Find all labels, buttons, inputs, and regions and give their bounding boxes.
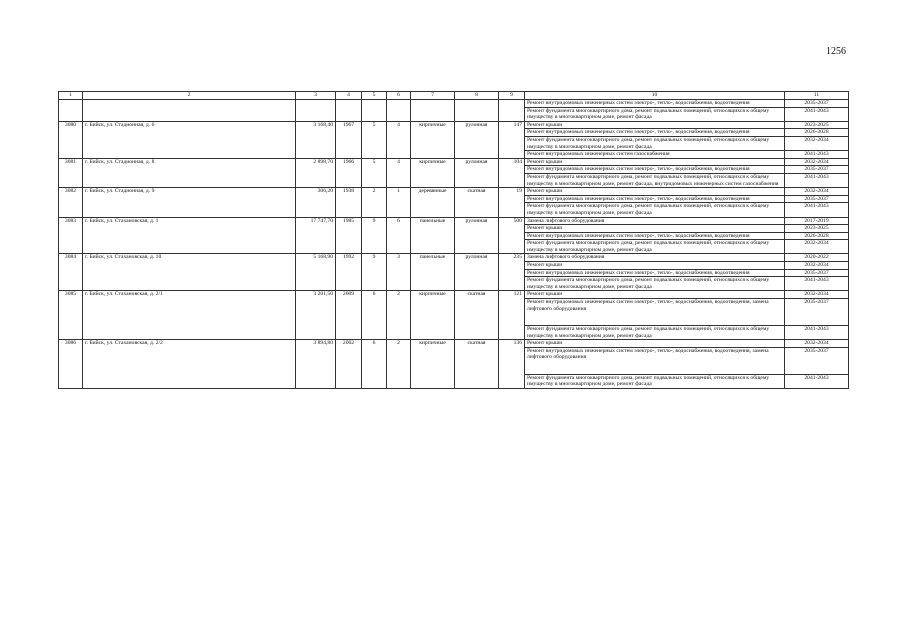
table-row [59,188,849,196]
table-row [59,254,849,262]
total-area: 3 201,50 [296,291,336,340]
work-type: Ремонт фундамента многоквартирного дома, ремонт подвальных помещений, относящихся к общему имуществу в многоквартирном доме, ремонт фасада [525,240,785,254]
house-number: 3083 [59,217,83,254]
floors: 9 [362,217,387,254]
column-9-value: 147 [499,121,525,158]
address: г. Бийск, ул. Стахановская, д. 2/1 [83,291,296,340]
column-number: 2 [83,92,296,100]
work-period: 2023-2025 [785,121,849,129]
work-period: 2032-2034 [785,240,849,254]
column-number: 9 [499,92,525,100]
work-period: 2041-2043 [785,277,849,291]
build-year: 1938 [336,188,362,217]
work-period: 2035-2037 [785,347,849,374]
work-type: Ремонт фундамента многоквартирного дома, ремонт подвальных помещений, относящихся к общему имуществу в многоквартирном доме, ремонт фасада [525,107,785,121]
column-number: 3 [296,92,336,100]
column-number: 7 [411,92,455,100]
build-year: 1992 [336,254,362,291]
roof-type: рулонная [455,217,499,254]
floors: 6 [362,340,387,389]
roof-type: рулонная [455,121,499,158]
total-area: 2 898,70 [296,158,336,187]
column-9-value: 500 [499,217,525,254]
work-period: 2032-2034 [785,158,849,166]
column-number: 6 [387,92,411,100]
table-row [59,291,849,299]
house-number: 3081 [59,158,83,187]
table-row [59,100,849,108]
work-type: Замена лифтового оборудования [525,217,785,225]
house-number: 3084 [59,254,83,291]
build-year: 1985 [336,217,362,254]
build-year [336,100,362,122]
work-type: Ремонт внутридомовых инженерных систем электро-, тепло-, водоснабжения, водоотведения [525,269,785,277]
work-period: 2035-2037 [785,299,849,326]
work-type: Ремонт крыши [525,291,785,299]
wall-material: кирпичные [411,158,455,187]
column-number: 1 [59,92,83,100]
column-9-value: 136 [499,340,525,389]
work-type: Ремонт крыши [525,121,785,129]
work-period: 2035-2037 [785,100,849,108]
floors: 5 [362,158,387,187]
work-period: 2026-2028 [785,232,849,240]
table-row [59,121,849,129]
work-period: 2041-2043 [785,203,849,217]
work-type: Ремонт крыши [525,225,785,233]
work-type: Ремонт внутридомовых инженерных систем газоснабжения [525,151,785,159]
work-type: Ремонт фундамента многоквартирного дома, ремонт подвальных помещений, относящихся к общему имуществу в многоквартирном доме, ремонт фасада, внутридомовых инженерных систем газоснабжения [525,173,785,187]
roof-type: рулонная [455,158,499,187]
floors: 2 [362,188,387,217]
column-number: 10 [525,92,785,100]
house-number: 3085 [59,291,83,340]
work-period: 2020-2022 [785,254,849,262]
wall-material: кирпичные [411,340,455,389]
work-type: Ремонт крыши [525,262,785,270]
column-9-value [499,100,525,122]
column-number: 5 [362,92,387,100]
entrances: 4 [387,158,411,187]
work-type: Ремонт крыши [525,158,785,166]
work-type: Ремонт фундамента многоквартирного дома, ремонт подвальных помещений, относящихся к общему имуществу в многоквартирном доме, ремонт фасада [525,277,785,291]
build-year: 2009 [336,291,362,340]
column-9-value: 121 [499,291,525,340]
column-number: 11 [785,92,849,100]
build-year: 2002 [336,340,362,389]
address: г. Бийск, ул. Стахановская, д. 10 [83,254,296,291]
page-number: 1256 [826,46,846,57]
total-area: 3 894,80 [296,340,336,389]
work-period: 2041-2043 [785,151,849,159]
work-type: Ремонт внутридомовых инженерных систем электро-, тепло-, водоснабжения, водоотведения [525,166,785,174]
table-row [59,217,849,225]
work-period: 2035-2037 [785,195,849,203]
roof-type: скатная [455,291,499,340]
house-number: 3080 [59,121,83,158]
table-row [59,340,849,348]
address: г. Бийск, ул. Стадионная, д. 9 [83,188,296,217]
work-type: Ремонт внутридомовых инженерных систем электро-, тепло-, водоснабжения, водоотведения, замена лифтового оборудования [525,347,785,374]
work-period: 2032-2034 [785,291,849,299]
entrances: 2 [387,291,411,340]
work-type: Замена лифтового оборудования [525,254,785,262]
work-period: 2026-2028 [785,129,849,137]
wall-material: панельные [411,254,455,291]
work-type: Ремонт фундамента многоквартирного дома, ремонт подвальных помещений, относящихся к общему имуществу в многоквартирном доме, ремонт фасада [525,326,785,340]
work-type: Ремонт фундамента многоквартирного дома, ремонт подвальных помещений, относящихся к общему имуществу в многоквартирном доме, ремонт фасада [525,203,785,217]
work-period: 2017-2019 [785,217,849,225]
total-area: 17 747,70 [296,217,336,254]
work-period: 2041-2043 [785,326,849,340]
work-period: 2032-2034 [785,262,849,270]
work-period: 2041-2043 [785,374,849,388]
work-type: Ремонт крыши [525,340,785,348]
address: г. Бийск, ул. Стадионная, д. 8 [83,158,296,187]
wall-material: кирпичные [411,121,455,158]
wall-material: деревянные [411,188,455,217]
work-period: 2041-2043 [785,107,849,121]
address: г. Бийск, ул. Стадионная, д. 6 [83,121,296,158]
build-year: 1967 [336,121,362,158]
house-number: 3082 [59,188,83,217]
floors: 6 [362,291,387,340]
build-year: 1966 [336,158,362,187]
work-period: 2032-2034 [785,188,849,196]
address: г. Бийск, ул. Стахановская, д. 2/2 [83,340,296,389]
address [83,100,296,122]
entrances: 3 [387,254,411,291]
column-number-row [59,92,849,100]
total-area [296,100,336,122]
work-type: Ремонт внутридомовых инженерных систем электро-, тепло-, водоснабжения, водоотведения [525,232,785,240]
column-9-value: 19 [499,188,525,217]
work-type: Ремонт фундамента многоквартирного дома, ремонт подвальных помещений, относящихся к общему имуществу в многоквартирном доме, ремонт фасада [525,136,785,150]
work-type: Ремонт крыши [525,188,785,196]
column-9-value: 235 [499,254,525,291]
work-period: 2035-2037 [785,269,849,277]
roof-type: скатная [455,340,499,389]
address: г. Бийск, ул. Стахановская, д. 1 [83,217,296,254]
work-type: Ремонт внутридомовых инженерных систем электро-, тепло-, водоснабжения, водоотведения, замена лифтового оборудования [525,299,785,326]
work-type: Ремонт внутридомовых инженерных систем электро-, тепло-, водоснабжения, водоотведения [525,100,785,108]
capital-repair-table [58,91,849,389]
house-number [59,100,83,122]
entrances [387,100,411,122]
work-period: 2032-2034 [785,340,849,348]
house-number: 3086 [59,340,83,389]
total-area: 5 168,90 [296,254,336,291]
floors [362,100,387,122]
work-period: 2023-2025 [785,225,849,233]
wall-material: кирпичные [411,291,455,340]
column-9-value: 104 [499,158,525,187]
roof-type: скатная [455,188,499,217]
work-type: Ремонт внутридомовых инженерных систем электро-, тепло-, водоснабжения, водоотведения [525,195,785,203]
wall-material [411,100,455,122]
work-period: 2035-2037 [785,166,849,174]
floors: 5 [362,121,387,158]
work-type: Ремонт внутридомовых инженерных систем электро-, тепло-, водоснабжения, водоотведения [525,129,785,137]
table-body [59,92,849,389]
wall-material: панельные [411,217,455,254]
entrances: 2 [387,340,411,389]
column-number: 4 [336,92,362,100]
work-type: Ремонт фундамента многоквартирного дома, ремонт подвальных помещений, относящихся к общему имуществу в многоквартирном доме, ремонт фасада [525,374,785,388]
floors: 9 [362,254,387,291]
total-area: 3 168,40 [296,121,336,158]
column-number: 8 [455,92,499,100]
work-period: 2041-2043 [785,173,849,187]
total-area: 306,20 [296,188,336,217]
roof-type [455,100,499,122]
roof-type: рулонная [455,254,499,291]
entrances: 6 [387,217,411,254]
entrances: 1 [387,188,411,217]
work-period: 2032-2034 [785,136,849,150]
entrances: 4 [387,121,411,158]
table-row [59,158,849,166]
